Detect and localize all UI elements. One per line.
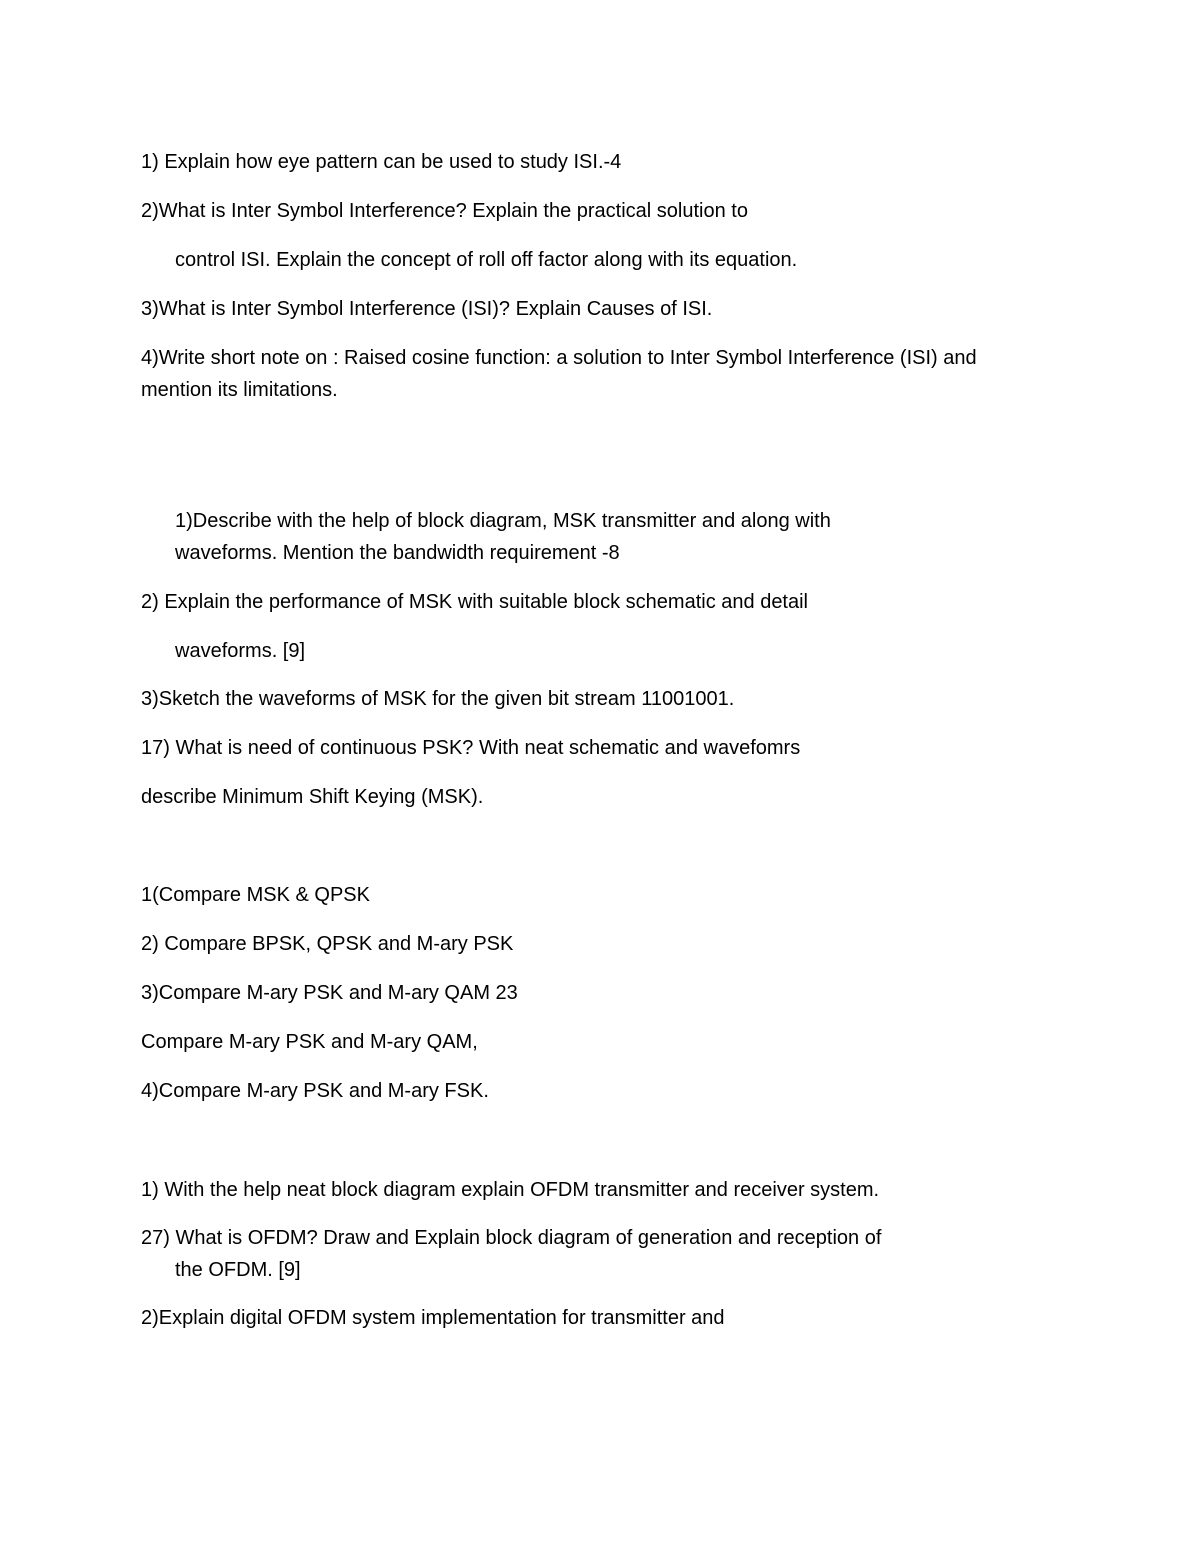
compare-question-1: 1(Compare MSK & QPSK xyxy=(141,884,370,906)
isi-question-1: 1) Explain how eye pattern can be used to study ISI.-4 xyxy=(141,151,622,173)
msk-question-3: 3)Sketch the waveforms of MSK for the given bit stream 11001001. xyxy=(141,688,735,710)
compare-question-4: 4)Compare M-ary PSK and M-ary FSK. xyxy=(141,1080,489,1102)
msk-question-1-line-1: 1)Describe with the help of block diagram, MSK transmitter and along with xyxy=(175,510,831,532)
msk-question-17-line-2: describe Minimum Shift Keying (MSK). xyxy=(141,786,484,808)
msk-question-17-line-1: 17) What is need of continuous PSK? With neat schematic and wavefomrs xyxy=(141,737,801,759)
compare-question-2: 2) Compare BPSK, QPSK and M-ary PSK xyxy=(141,933,514,955)
compare-question-3b: Compare M-ary PSK and M-ary QAM, xyxy=(141,1031,478,1053)
msk-question-2-line-2: waveforms. [9] xyxy=(175,640,306,662)
isi-question-4-line-2: mention its limitations. xyxy=(141,379,338,401)
ofdm-question-2: 2)Explain digital OFDM system implementation for transmitter and xyxy=(141,1307,725,1329)
ofdm-question-1: 1) With the help neat block diagram explain OFDM transmitter and receiver system. xyxy=(141,1179,880,1201)
isi-question-3: 3)What is Inter Symbol Interference (ISI)? Explain Causes of ISI. xyxy=(141,298,713,320)
isi-question-4-line-1: 4)Write short note on : Raised cosine function: a solution to Inter Symbol Interference (ISI) and xyxy=(141,347,977,369)
msk-question-2-line-1: 2) Explain the performance of MSK with suitable block schematic and detail xyxy=(141,591,809,613)
compare-question-3: 3)Compare M-ary PSK and M-ary QAM 23 xyxy=(141,982,518,1004)
ofdm-question-27-line-1: 27) What is OFDM? Draw and Explain block diagram of generation and reception of xyxy=(141,1227,882,1249)
ofdm-question-27-line-2: the OFDM. [9] xyxy=(175,1259,301,1281)
isi-question-2-line-1: 2)What is Inter Symbol Interference? Explain the practical solution to xyxy=(141,200,748,222)
msk-question-1-line-2: waveforms. Mention the bandwidth requirement -8 xyxy=(175,542,620,564)
isi-question-2-line-2: control ISI. Explain the concept of roll off factor along with its equation. xyxy=(175,249,798,271)
